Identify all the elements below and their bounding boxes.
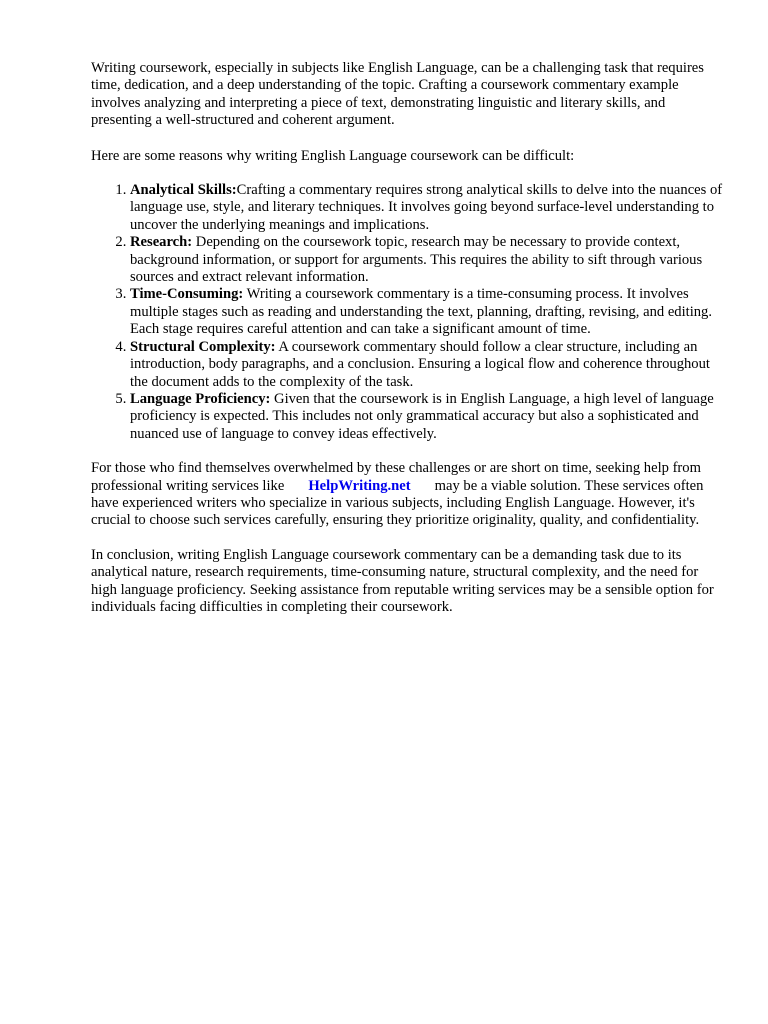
list-item-term: Structural Complexity:	[130, 338, 276, 355]
list-item-text: Given that the coursework is in English Language, a high level of language proficiency is expected. This includes not only grammatical accuracy but also a sophisticated and nuanced use of language to convey ideas effectively.	[130, 390, 714, 442]
list-item	[130, 234, 726, 286]
reasons-lead-paragraph: Here are some reasons why writing English Language coursework can be difficult:	[91, 147, 575, 164]
list-item-text: Crafting a commentary requires strong analytical skills to delve into the nuances of language use, style, and literary techniques. It involves going beyond surface-level understanding to uncover the underlying meanings and implications.	[130, 182, 723, 233]
list-item-text: Writing a coursework commentary is a time-consuming process. It involves multiple stages such as reading and understanding the text, planning, drafting, revising, and editing. Each stage requires careful attention and can take a significant amount of time.	[130, 286, 712, 338]
intro-paragraph: Writing coursework, especially in subjects like English Language, can be a challenging task that requires time, dedication, and a deep understanding of the topic. Crafting a coursework commentary example involves analyzing and interpreting a piece of text, demonstrating linguistic and literary skills, and presenting a well-structured and coherent argument.	[91, 60, 704, 129]
list-item	[130, 339, 726, 391]
document-page	[91, 60, 726, 616]
list-item-term: Analytical Skills:	[130, 182, 237, 199]
list-item	[130, 286, 726, 338]
list-item-text: A coursework commentary should follow a clear structure, including an introduction, body paragraphs, and a conclusion. Ensuring a logical flow and coherence throughout the document adds to the complexity of the task.	[130, 338, 710, 390]
list-item-term: Language Proficiency:	[130, 390, 271, 407]
list-item-term: Time-Consuming:	[130, 286, 244, 303]
help-paragraph	[91, 460, 726, 530]
help-text-before: For those who find themselves overwhelmed by these challenges or are short on time, seeking help from professional writing services like	[91, 460, 701, 494]
list-item	[130, 391, 726, 443]
conclusion-paragraph: In conclusion, writing English Language coursework commentary can be a demanding task due to its analytical nature, research requirements, time-consuming nature, structural complexity, and the need for high language proficiency. Seeking assistance from reputable writing services may be a sensible option for individuals facing difficulties in completing their coursework.	[91, 546, 714, 615]
list-item	[130, 182, 726, 234]
list-item-term: Research:	[130, 234, 193, 251]
helpwriting-link[interactable]: HelpWriting.net	[308, 477, 411, 494]
reasons-list	[91, 182, 726, 443]
help-text-after: may be a viable solution. These services often have experienced writers who specialize in various subjects, including English Language. However, it's crucial to choose such services carefully, ensuring they prioritize originality, quality, and confidentiality.	[91, 477, 704, 529]
list-item-text: Depending on the coursework topic, research may be necessary to provide context, background information, or support for arguments. This requires the ability to sift through various sources and extract relevant information.	[130, 234, 703, 286]
